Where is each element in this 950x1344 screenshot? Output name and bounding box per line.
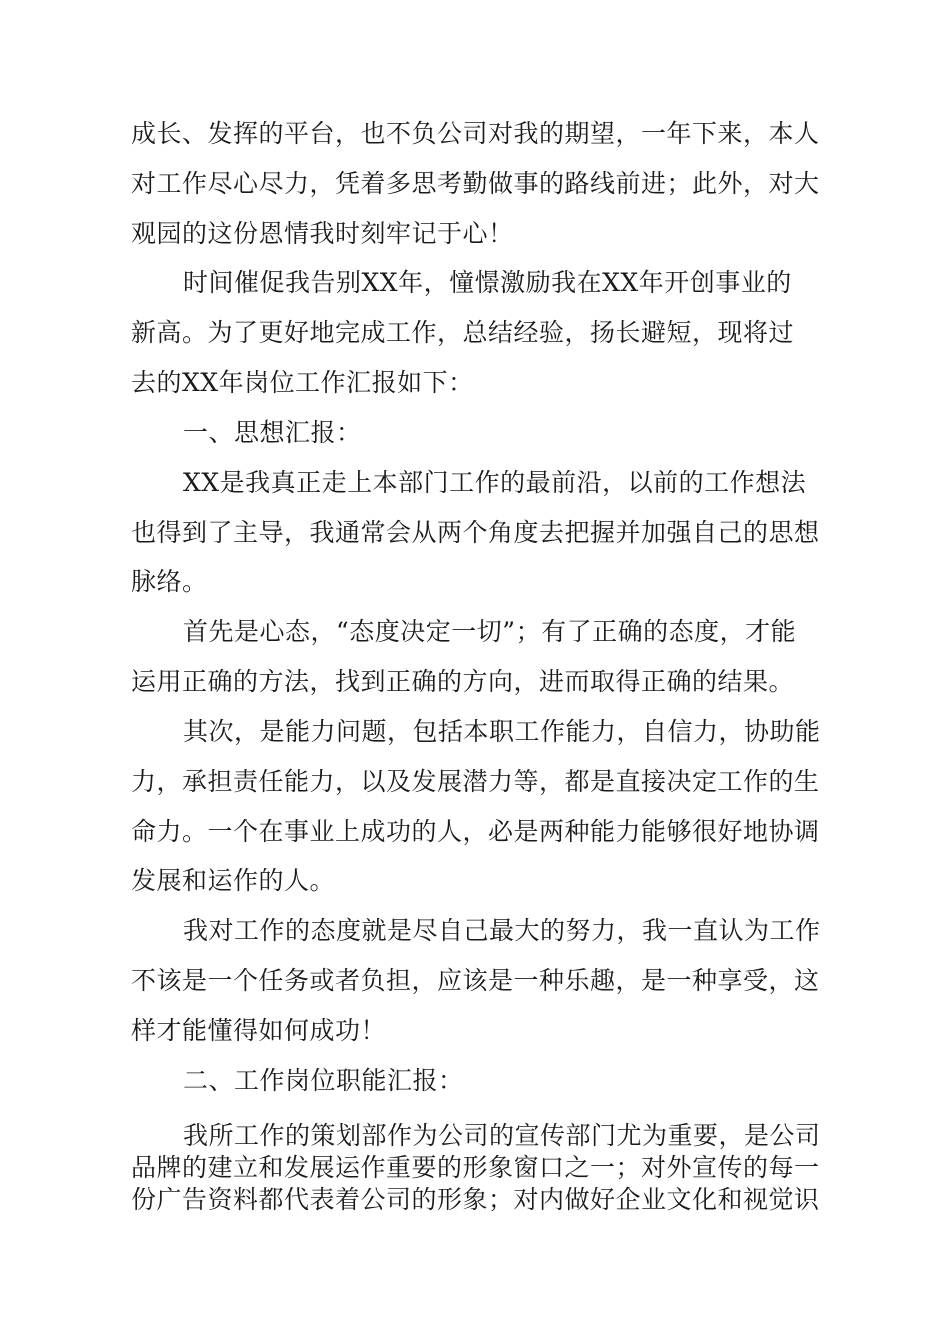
paragraph-line: 新高。为了更好地完成工作，总结经验，扬长避短，现将过: [131, 318, 795, 347]
paragraph-line: 命力。一个在事业上成功的人，必是两种能力能够很好地协调: [131, 817, 820, 846]
paragraph-line: 份广告资料都代表着公司的形象；对内做好企业文化和视觉识: [131, 1185, 820, 1214]
section-heading: 一、思想汇报：: [183, 418, 362, 447]
paragraph-line: 力，承担责任能力，以及发展潜力等，都是直接决定工作的生: [131, 767, 820, 796]
section-heading: 二、工作岗位职能汇报：: [183, 1066, 464, 1095]
paragraph-line: 去的XX年岗位工作汇报如下：: [131, 368, 474, 397]
paragraph-line: 品牌的建立和发展运作重要的形象窗口之一；对外宣传的每一: [131, 1153, 820, 1182]
paragraph-line: 时间催促我告别XX年，憧憬激励我在XX年开创事业的: [183, 268, 792, 297]
paragraph-line: 观园的这份恩情我时刻牢记于心！: [131, 219, 514, 248]
paragraph-line: 也得到了主导，我通常会从两个角度去把握并加强自己的思想: [131, 518, 820, 547]
paragraph-line: XX是我真正走上本部门工作的最前沿，以前的工作想法: [183, 468, 807, 497]
paragraph-line: 运用正确的方法，找到正确的方向，进而取得正确的结果。: [131, 667, 795, 696]
paragraph-line: 脉络。: [131, 567, 208, 596]
paragraph-line: 对工作尽心尽力，凭着多思考勤做事的路线前进；此外，对大: [131, 169, 820, 198]
paragraph-line: 成长、发挥的平台，也不负公司对我的期望，一年下来，本人: [131, 119, 820, 148]
paragraph-line: 我所工作的策划部作为公司的宣传部门尤为重要，是公司: [183, 1121, 821, 1150]
paragraph-line: 发展和运作的人。: [131, 866, 336, 895]
paragraph-line: 我对工作的态度就是尽自己最大的努力，我一直认为工作: [183, 916, 821, 945]
paragraph-line: 样才能懂得如何成功！: [131, 1016, 387, 1045]
paragraph-line: 不该是一个任务或者负担，应该是一种乐趣，是一种享受，这: [131, 966, 820, 995]
paragraph-line: 首先是心态，“态度决定一切”；有了正确的态度，才能: [183, 617, 797, 646]
paragraph-line: 其次，是能力问题，包括本职工作能力，自信力，协助能: [183, 717, 821, 746]
